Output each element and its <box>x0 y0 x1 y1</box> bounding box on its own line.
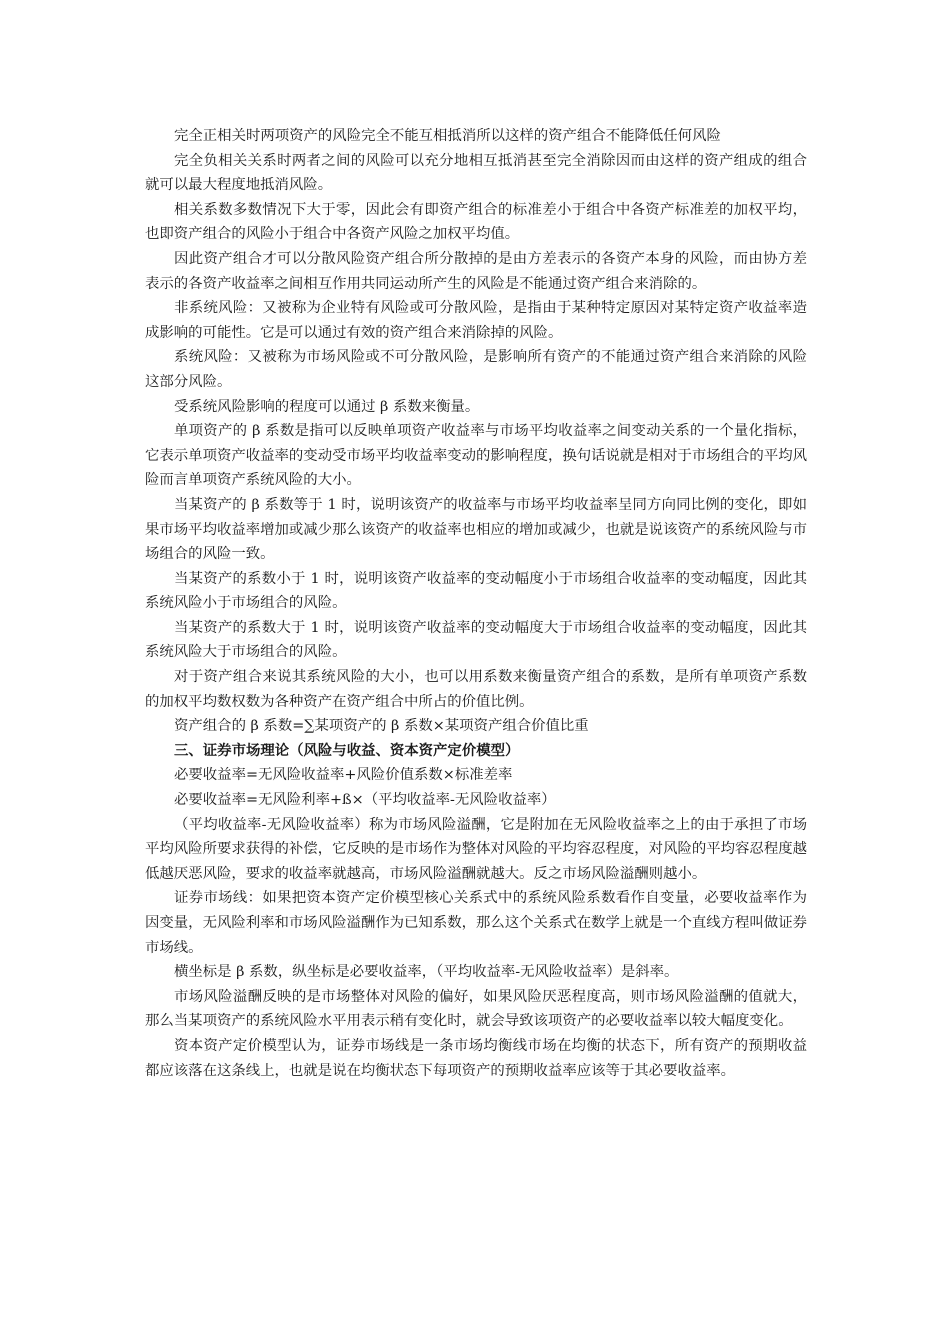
paragraph-market-risk-premium: （平均收益率-无风险收益率）称为市场风险溢酬，它是附加在无风险收益率之上的由于承担了市场平均风险所要求获得的补偿，它反映的是市场作为整体对风险的平均容忍程度，对风险的平均容忍程度越低越厌恶风险，要求的收益率就越高，市场风险溢酬就越大。反之市场风险溢酬则越小。 <box>145 816 807 882</box>
paragraph-beta-greater-than-one: 当某资产的系数大于 1 时，说明该资产收益率的变动幅度大于市场组合收益率的变动幅度，因此其系统风险大于市场组合的风险。 <box>145 619 807 661</box>
paragraph-systematic-risk: 系统风险：又被称为市场风险或不可分散风险，是影响所有资产的不能通过资产组合来消除的风险这部分风险。 <box>145 349 807 390</box>
paragraph-required-return-formula-1: 必要收益率=无风险收益率+风险价值系数×标准差率 <box>174 767 513 784</box>
paragraph-beta-less-than-one: 当某资产的系数小于 1 时，说明该资产收益率的变动幅度小于市场组合收益率的变动幅度，因此其系统风险小于市场组合的风险。 <box>145 570 807 612</box>
paragraph-portfolio-beta: 对于资产组合来说其系统风险的大小，也可以用系数来衡量资产组合的系数，是所有单项资产系数的加权平均数权数为各种资产在资产组合中所占的价值比例。 <box>145 669 807 710</box>
paragraph-portfolio-beta-formula: 资产组合的 β 系数=∑某项资产的 β 系数×某项资产组合价值比重 <box>174 718 589 735</box>
paragraph-risk-preference: 市场风险溢酬反映的是市场整体对风险的偏好，如果风险厌恶程度高，则市场风险溢酬的值就大，那么当某项资产的系统风险水平用表示稍有变化时，就会导致该项资产的必要收益率以较大幅度变化。 <box>145 988 807 1030</box>
paragraph-beta-measure: 受系统风险影响的程度可以通过 β 系数来衡量。 <box>174 398 480 415</box>
paragraph-required-return-formula-2: 必要收益率=无风险利率+ß×（平均收益率-无风险收益率） <box>174 792 556 809</box>
section-heading: 三、证券市场理论（风险与收益、资本资产定价模型） <box>174 741 520 759</box>
paragraph-perfect-positive-correlation: 完全正相关时两项资产的风险完全不能互相抵消所以这样的资产组合不能降低任何风险 <box>174 128 721 144</box>
paragraph-axes-slope: 横坐标是 β 系数，纵坐标是必要收益率，（平均收益率-无风险收益率）是斜率。 <box>174 964 679 981</box>
paragraph-unsystematic-risk: 非系统风险：又被称为企业特有风险或可分散风险，是指由于某种特定原因对某特定资产收益率造成影响的可能性。它是可以通过有效的资产组合来消除掉的风险。 <box>145 300 807 341</box>
paragraph-security-market-line: 证券市场线：如果把资本资产定价模型核心关系式中的系统风险系数看作自变量，必要收益率作为因变量，无风险利率和市场风险溢酬作为已知系数，那么这个关系式在数学上就是一个直线方程叫做证券市场线。 <box>145 890 807 956</box>
document-body <box>145 124 807 1083</box>
paragraph-capm-equilibrium: 资本资产定价模型认为，证券市场线是一条市场均衡线市场在均衡的状态下，所有资产的预期收益都应该落在这条线上，也就是说在均衡状态下每项资产的预期收益率应该等于其必要收益率。 <box>145 1037 807 1079</box>
paragraph-single-asset-beta: 单项资产的 β 系数是指可以反映单项资产收益率与市场平均收益率之间变动关系的一个量化指标，它表示单项资产收益率的变动受市场平均收益率变动的影响程度，换句话说就是相对于市场组合的平均风险而言单项资产系统风险的大小。 <box>145 423 807 489</box>
paragraph-beta-equal-one: 当某资产的 β 系数等于 1 时，说明该资产的收益率与市场平均收益率呈同方向同比例的变化，即如果市场平均收益率增加或减少那么该资产的收益率也相应的增加或减少，也就是说该资产的系统风险与市场组合的风险一致。 <box>145 496 807 563</box>
paragraph-perfect-negative-correlation: 完全负相关关系时两者之间的风险可以充分地相互抵消甚至完全消除因而由这样的资产组成的组合就可以最大程度地抵消风险。 <box>145 152 807 194</box>
paragraph-correlation-coefficient: 相关系数多数情况下大于零，因此会有即资产组合的标准差小于组合中各资产标准差的加权平均，也即资产组合的风险小于组合中各资产风险之加权平均值。 <box>145 201 807 243</box>
paragraph-diversification: 因此资产组合才可以分散风险资产组合所分散掉的是由方差表示的各资产本身的风险，而由协方差表示的各资产收益率之间相互作用共同运动所产生的风险是不能通过资产组合来消除的。 <box>145 250 807 292</box>
